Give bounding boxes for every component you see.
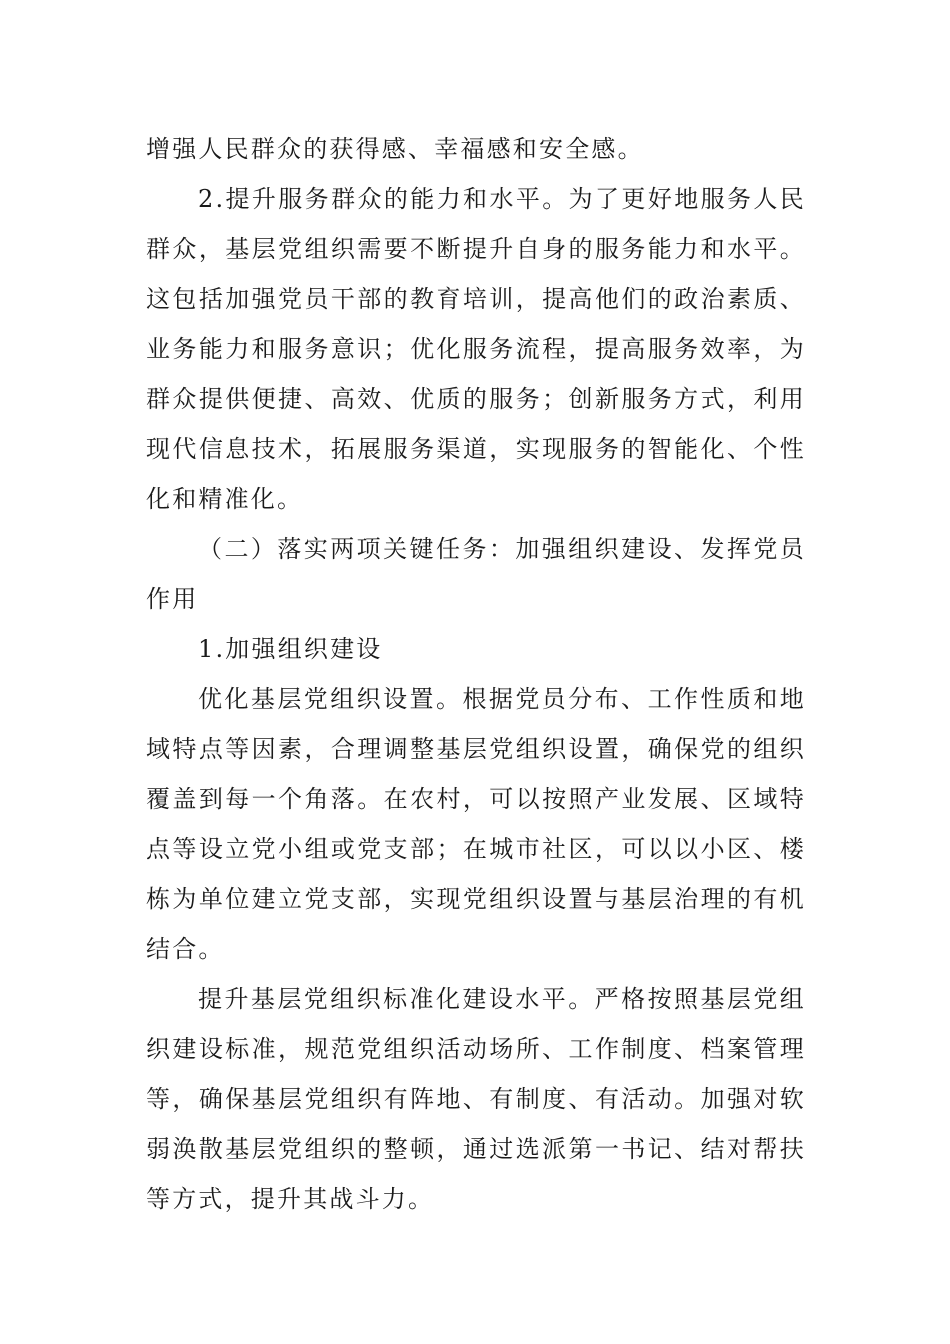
- paragraph-standardization: 提升基层党组织标准化建设水平。严格按照基层党组织建设标准，规范党组织活动场所、工作制度、档案管理等，确保基层党组织有阵地、有制度、有活动。加强对软弱涣散基层党组织的整顿，通过选派第一书记、结对帮扶等方式，提升其战斗力。: [146, 985, 806, 1213]
- section-heading-two-tasks: （二）落实两项关键任务：加强组织建设、发挥党员作用: [146, 535, 806, 613]
- paragraph-service-ability: 2.提升服务群众的能力和水平。为了更好地服务人民群众，基层党组织需要不断提升自身的服务能力和水平。这包括加强党员干部的教育培训，提高他们的政治素质、业务能力和服务意识；优化服务流程，提高服务效率，为群众提供便捷、高效、优质的服务；创新服务方式，利用现代信息技术，拓展服务渠道，实现服务的智能化、个性化和精准化。: [146, 185, 806, 513]
- paragraph-optimize-setup: 优化基层党组织设置。根据党员分布、工作性质和地域特点等因素，合理调整基层党组织设置，确保党的组织覆盖到每一个角落。在农村，可以按照产业发展、区域特点等设立党小组或党支部；在城市社区，可以以小区、楼栋为单位建立党支部，实现党组织设置与基层治理的有机结合。: [146, 685, 806, 963]
- paragraph-continuation: 增强人民群众的获得感、幸福感和安全感。: [146, 135, 644, 163]
- document-body: [146, 124, 806, 1224]
- subsection-heading-organization: 1.加强组织建设: [198, 635, 383, 663]
